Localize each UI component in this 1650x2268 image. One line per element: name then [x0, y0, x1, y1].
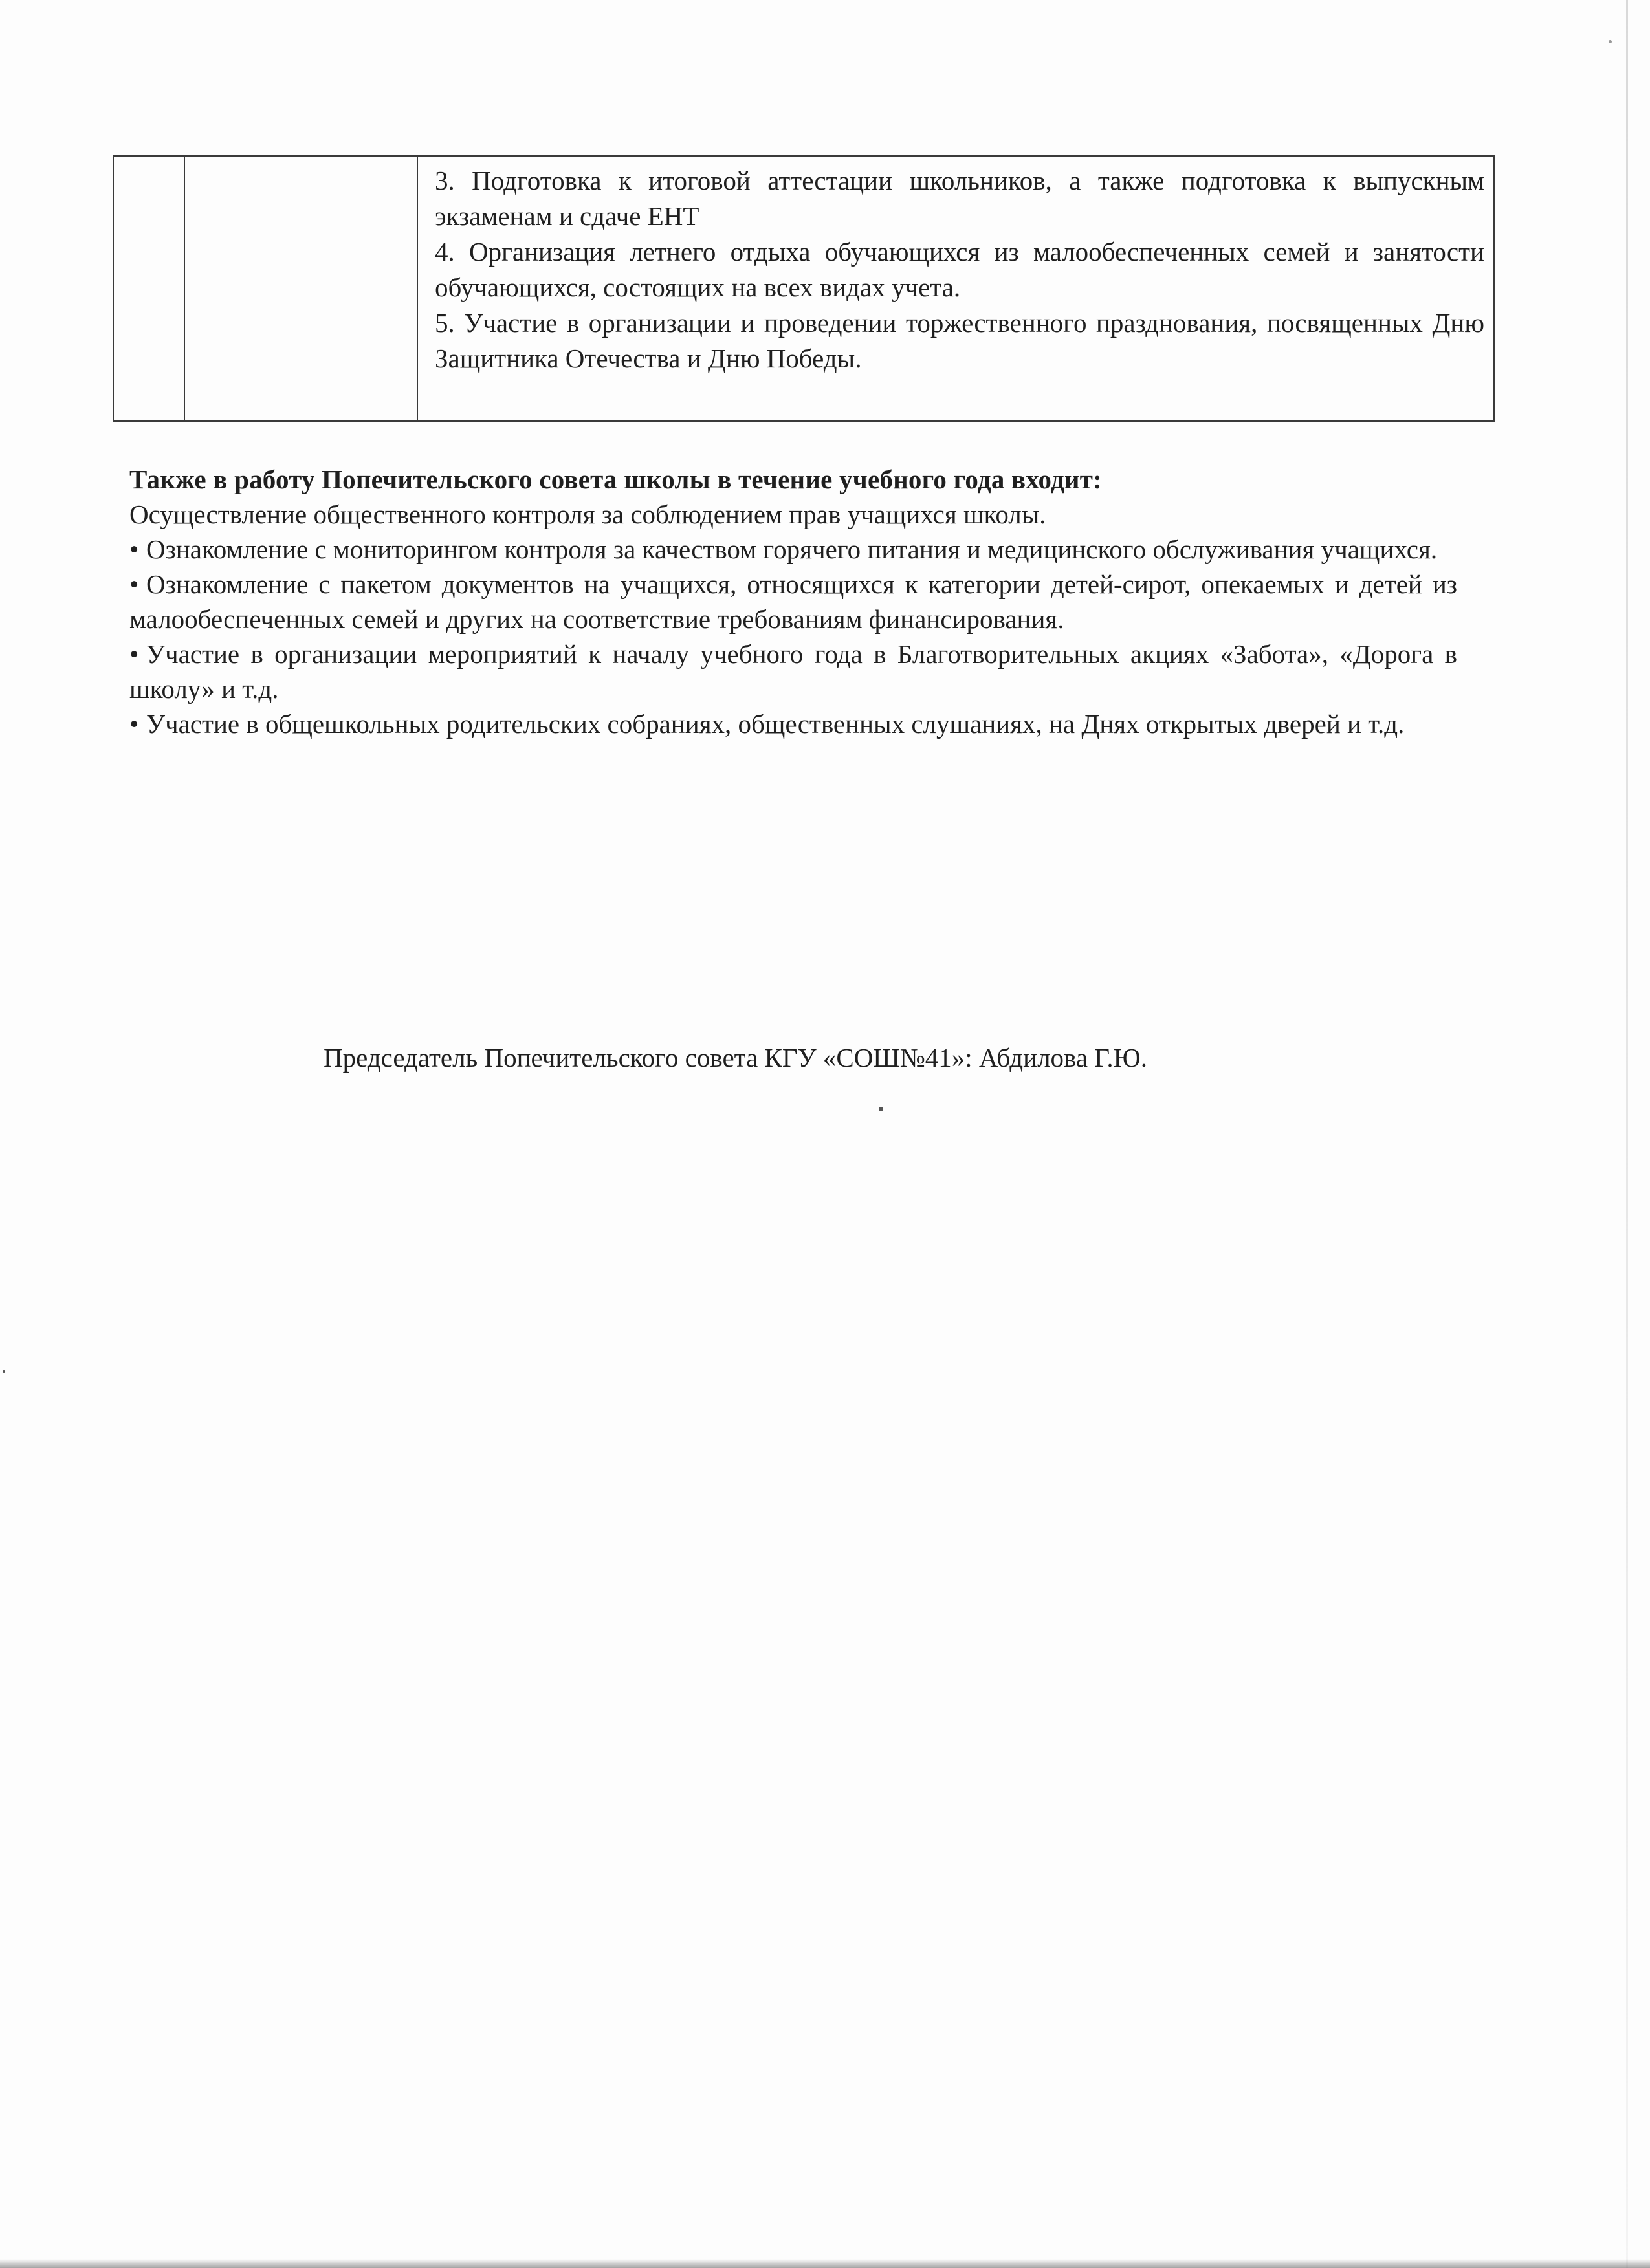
- table-cell-period: [184, 156, 417, 421]
- table-cell-activities: [417, 156, 1494, 421]
- bullet-text: Участие в общешкольных родительских собраниях, общественных слушаниях, на Днях открытых дверей и т.д.: [146, 709, 1405, 739]
- plan-table: [113, 155, 1495, 422]
- activity-item: 5. Участие в организации и проведении торжественного празднования, посвященных Дню Защитника Отечества и Дню Победы.: [435, 308, 1484, 373]
- bullet-text: Ознакомление с пакетом документов на учащихся, относящихся к категории детей-сирот, опекаемых и детей из малообеспеченных семей и других на соответствие требованиям финансирования.: [129, 569, 1457, 634]
- table-row: [113, 156, 1494, 421]
- scan-edge-right: [1626, 0, 1628, 2268]
- intro-paragraph: Осуществление общественного контроля за соблюдением прав учащихся школы.: [129, 499, 1046, 529]
- scan-speck: [1609, 40, 1612, 43]
- bullet-icon: •: [129, 709, 139, 739]
- bullet-item: [129, 567, 1457, 637]
- table-cell-number: [113, 156, 184, 421]
- bullet-icon: •: [129, 569, 139, 599]
- bullet-text: Участие в организации мероприятий к началу учебного года в Благотворительных акциях «Забота», «Дорога в школу» и т.д.: [129, 639, 1457, 704]
- scan-speck: [3, 1370, 5, 1373]
- scan-edge-bottom: [0, 2259, 1650, 2268]
- bullet-item: [129, 532, 1457, 567]
- section-heading: Также в работу Попечительского совета школы в течение учебного года входит:: [129, 464, 1102, 494]
- scan-speck: [879, 1107, 883, 1111]
- bullet-item: [129, 706, 1457, 741]
- board-duties-section: [129, 462, 1457, 741]
- bullet-text: Ознакомление с мониторингом контроля за качеством горячего питания и медицинского обслуживания учащихся.: [146, 534, 1438, 564]
- activity-item: 3. Подготовка к итоговой аттестации школьников, а также подготовка к выпускным экзаменам и сдаче ЕНТ: [435, 166, 1484, 231]
- bullet-item: [129, 637, 1457, 706]
- bullet-icon: •: [129, 534, 139, 564]
- activities-list: [418, 157, 1493, 376]
- activity-item: 4. Организация летнего отдыха обучающихся из малообеспеченных семей и занятости обучающихся, состоящих на всех видах учета.: [435, 237, 1484, 302]
- bullet-icon: •: [129, 639, 139, 669]
- chairperson-signature: Председатель Попечительского совета КГУ «СОШ№41»: Абдилова Г.Ю.: [324, 1043, 1148, 1073]
